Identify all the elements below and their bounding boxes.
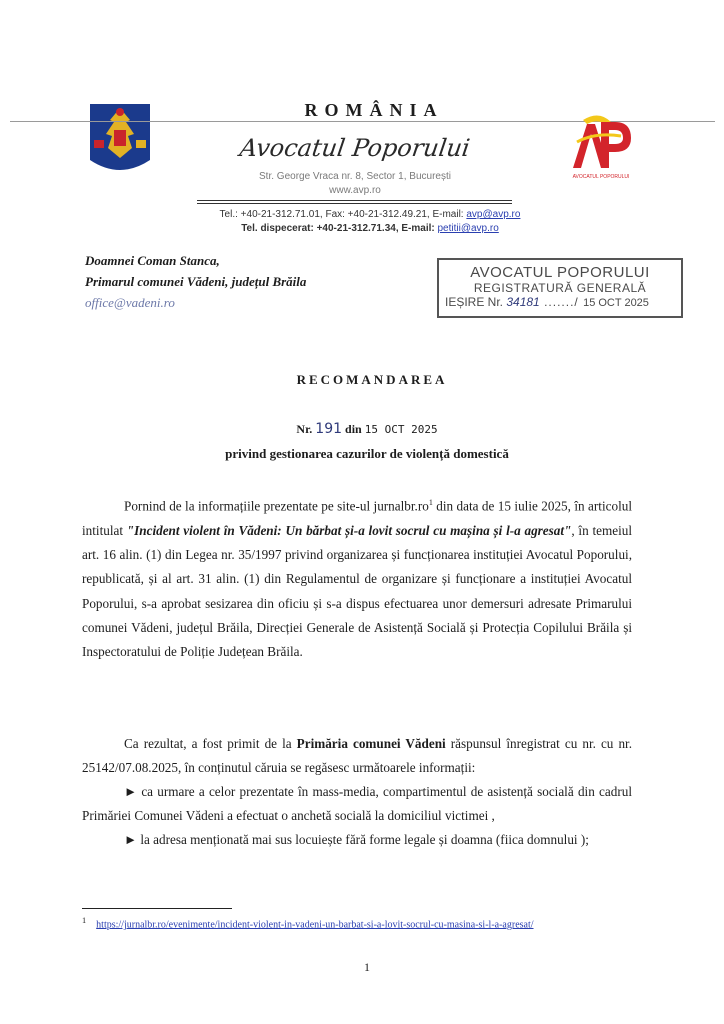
addressee-block — [85, 250, 306, 313]
footnote — [82, 914, 642, 932]
country-title: ROMÂNIA — [304, 100, 444, 120]
article-title: "Incident violent în Vădeni: Un bărbat și-a lovit socrul cu mașina și l-a agresat" — [126, 522, 572, 538]
p2-text-a: Ca rezultat, a fost primit de la — [124, 736, 297, 751]
footnote-url-link[interactable]: https://jurnalbr.ro/evenimente/incident-violent-in-vadeni-un-barbat-si-a-lovit-socrul-cu-masina-si-l-a-agresat/ — [96, 919, 534, 931]
bullet-arrow-icon: ► — [124, 832, 138, 847]
header-rule-bottom — [197, 203, 512, 204]
nr-value: 191 — [315, 421, 343, 437]
document-heading: RECOMANDAREA — [296, 372, 448, 387]
addressee-name: Doamnei Coman Stanca, — [85, 253, 220, 268]
footnote-number: 1 — [82, 916, 87, 925]
stamp-number: 34181 — [506, 295, 540, 309]
p2-text-b: răspunsul înregistrat cu nr. cu nr. 25142/07.08.2025, în conținutul căruia se regăsesc următoarele informații: — [82, 736, 632, 776]
footnote-ref[interactable]: 1 — [428, 498, 433, 507]
registry-stamp — [437, 258, 683, 318]
contact-line-2 — [150, 223, 590, 234]
document-subject: privind gestionarea cazurilor de violență domestică — [225, 446, 509, 461]
p1-text-c: , în temeiul art. 16 alin. (1) din Legea nr. 35/1997 privind organizarea și funcționarea instituției Avocatul Poporului, republicată, și al art. 31 alin. (1) din Regulamentul de organizare și funcționare a instituției Avocatul Poporului, s-a aprobat sesizarea din oficiu și s-a dispus efectuarea unor demersuri adresate Primarului comunei Vădeni, județul Brăila, Direcției Generale de Asistență Socială și Protecția Copilului Brăila și Inspectoratului de Poliție Județean Brăila. — [82, 522, 633, 660]
header-rule-top — [197, 200, 512, 201]
logo-caption: AVOCATUL POPORULUI — [572, 174, 630, 180]
addressee-email[interactable]: office@vadeni.ro — [85, 295, 175, 310]
contact-text-2: Tel. dispecerat: +40-21-312.71.34, E-mail: — [241, 223, 438, 234]
stamp-date: 15 OCT 2025 — [583, 297, 649, 309]
avp-logo-icon — [565, 112, 635, 182]
bullet-2-text: la adresa menționată mai sus locuiește fără forme legale și doamna (fiica domnului ); — [140, 832, 589, 847]
paragraph-1 — [82, 491, 632, 664]
contact-text-1: Tel.: +40-21-312.71.01, Fax: +40-21-312.49.21, E-mail: — [219, 209, 467, 220]
bullet-item-1 — [82, 780, 632, 828]
din-value: 15 OCT 2025 — [364, 423, 438, 436]
p1-text-a: Pornind de la informațiile prezentate pe site-ul jurnalbr.ro — [124, 498, 429, 514]
email-link-avp[interactable]: avp@avp.ro — [466, 209, 521, 220]
p1-text-b: din data de 15 iulie 2025, în articolul intitulat — [82, 498, 632, 538]
bullet-item-2 — [82, 828, 632, 852]
stamp-exit-label: IEȘIRE Nr. — [445, 295, 507, 309]
bullet-arrow-icon: ► — [124, 784, 138, 799]
bullet-1-text: ca urmare a celor prezentate în mass-media, compartimentul de asistență socială din cadrul Primăriei Comunei Vădeni a efectuat o anchetă socială la domiciliul victimei , — [82, 784, 632, 823]
footnote-divider — [82, 908, 232, 909]
din-label: din — [342, 422, 365, 436]
stamp-line-1: AVOCATUL POPORULUI — [470, 264, 650, 281]
website[interactable]: www.avp.ro — [329, 185, 381, 196]
institution-name: Avocatul Poporului — [238, 134, 472, 162]
address-line: Str. George Vraca nr. 8, Sector 1, București — [259, 171, 451, 182]
page-number: 1 — [364, 960, 370, 974]
paragraph-2 — [82, 732, 632, 781]
stamp-line-2: REGISTRATURĂ GENERALĂ — [473, 281, 647, 295]
stamp-line-3: IEȘIRE Nr. 34181 ......./ 15 OCT 2025 — [445, 295, 649, 309]
document-number-line — [0, 421, 724, 437]
nr-label: Nr. — [296, 422, 316, 436]
email-link-petitii[interactable]: petitii@avp.ro — [437, 223, 499, 234]
contact-line-1 — [150, 209, 590, 220]
institution-address — [230, 170, 480, 198]
addressee-title: Primarul comunei Vădeni, județul Brăila — [85, 274, 307, 289]
p2-bold-text: Primăria comunei Vădeni — [296, 736, 446, 751]
